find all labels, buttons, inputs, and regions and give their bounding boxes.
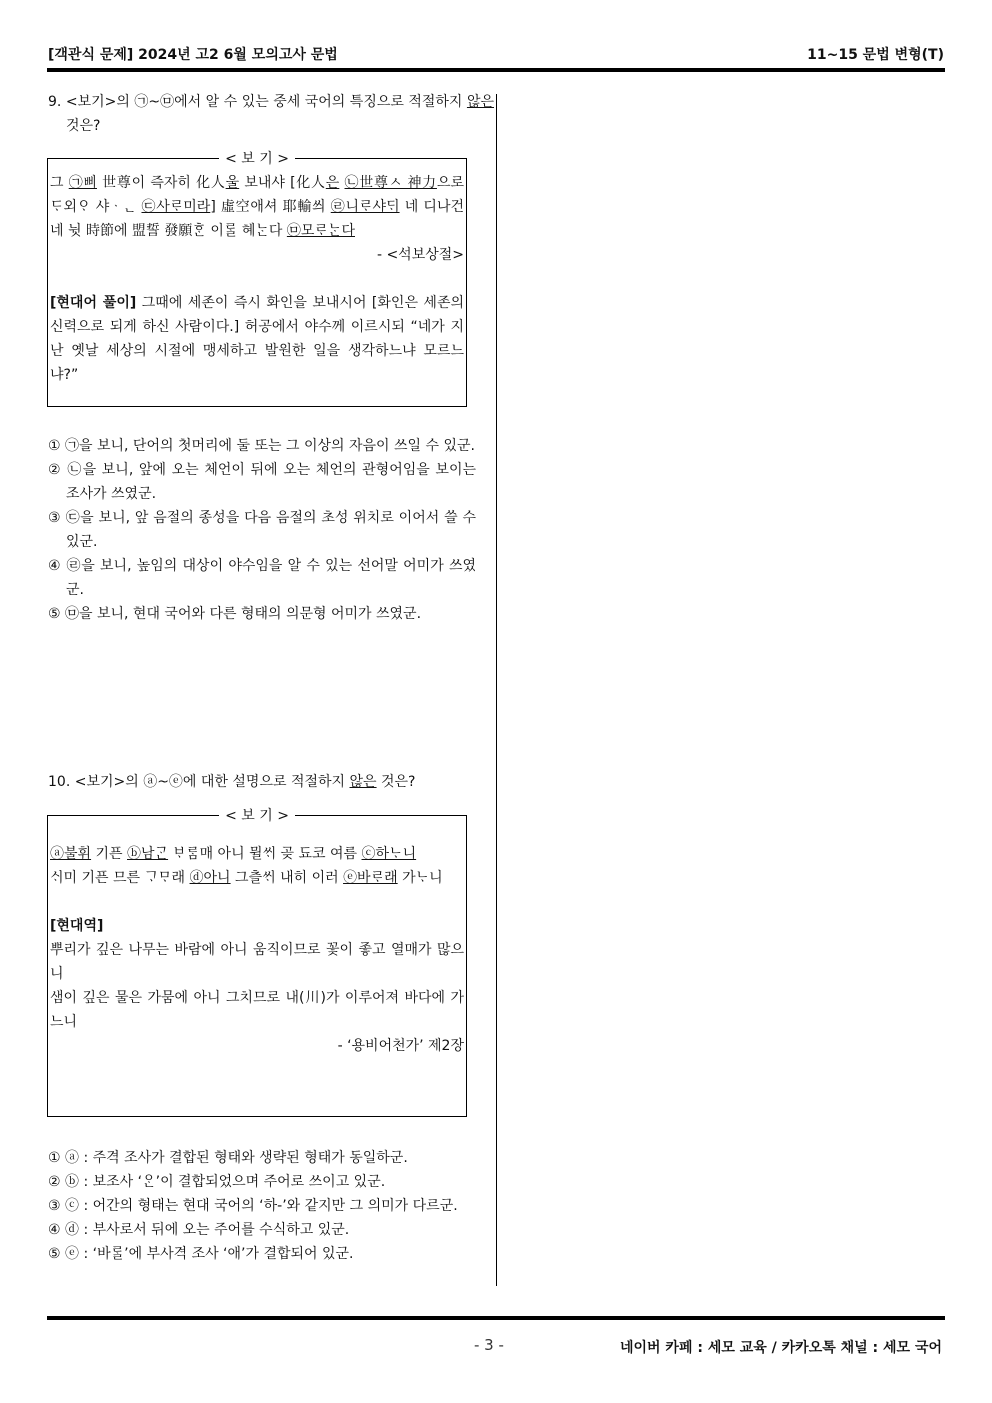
q10-modern-2: 샘이 깊은 물은 가뭄에 아니 그치므로 내(川)가 이루어져 바다에 가느니 xyxy=(50,990,464,1030)
footer-rule xyxy=(47,1316,945,1320)
q10-choice-1[interactable]: ① ⓐ : 주격 조사가 결합된 형태와 생략된 형태가 동일하군. xyxy=(48,1150,408,1166)
q10-choice-3[interactable]: ③ ⓒ : 어간의 형태는 현대 국어의 ‘하-’와 같지만 그 의미가 다르군. xyxy=(48,1198,458,1214)
q9-choices xyxy=(48,434,476,626)
q9-source: - <석보상절> xyxy=(376,247,464,263)
q10-choice-4[interactable]: ④ ⓓ : 부사로서 뒤에 오는 주어를 수식하고 있군. xyxy=(48,1222,350,1238)
q9-box-title: < 보 기 > xyxy=(48,147,466,171)
q9-choice-5[interactable]: ⑤ ㉤을 보니, 현대 국어와 다른 형태의 의문형 어미가 쓰였군. xyxy=(48,606,422,622)
q9-passage: 그 ㉠삐 世尊이 즉자히 化人울 보내샤 [化人은 ㉡世尊ㅅ 神力으로 ᄃᆞ외ᄋᆞ 샤ᆞᆫ ㉢사ᄅᆞ미라] 虛空애셔 耶輸씌 ㉣니ᄅᆞ샤ᄃᆡ 네 디나건 네 뉫 時節에 盟誓 發願ᄒᆞᆫ 이ᄅᆞᆯ 혜ᄂᆞᆫ다 ㉤모ᄅᆞᄂᆞᆫ다 xyxy=(50,175,464,239)
q9-choice-3[interactable]: ③ ㉢을 보니, 앞 음절의 종성을 다음 음절의 초성 위치로 이어서 쓸 수 있군. xyxy=(48,510,476,550)
header-section: 11~15 문법 변형(T) xyxy=(807,47,944,63)
q9-choice-2[interactable]: ② ㉡을 보니, 앞에 오는 체언이 뒤에 오는 체언의 관형어임을 보이는 조사가 쓰였군. xyxy=(48,462,476,502)
header-rule xyxy=(47,68,945,72)
q10-line-2: ᄉᆡ미 기픈 므른 ᄀᆞᄆᆞ래 ⓓ아니 그츨ᄊᆡ 내히 이러 ⓔ바ᄅᆞ래 가ᄂᆞ니 xyxy=(50,870,443,886)
q9-choice-4[interactable]: ④ ㉣을 보니, 높임의 대상이 야수임을 알 수 있는 선어말 어미가 쓰였군. xyxy=(48,558,476,598)
q10-source: - ‘용비어천가’ 제2장 xyxy=(337,1038,464,1054)
q10-stem: 10. <보기>의 ⓐ~ⓔ에 대한 설명으로 적절하지 않은 것은? xyxy=(48,774,416,790)
q10-choice-2[interactable]: ② ⓑ : 보조사 ‘ᄋᆞᆫ’이 결합되었으며 주어로 쓰이고 있군. xyxy=(48,1174,386,1190)
page-number: - 3 - xyxy=(474,1336,504,1354)
q9-example-box xyxy=(47,151,467,407)
q10-box-title: < 보 기 > xyxy=(48,804,466,828)
header-title: [객관식 문제] 2024년 고2 6월 모의고사 문법 xyxy=(48,47,338,63)
column-divider xyxy=(496,94,497,1286)
q10-line-1: ⓐ불휘 기픈 ⓑ남ᄀᆞᆫ ᄇᆞᄅᆞᆷ매 아니 뮐ᄊᆡ 곶 됴코 여름 ⓒ하ᄂᆞ니 xyxy=(50,846,417,862)
q10-example-box xyxy=(47,808,467,1117)
q9-modern: [현대어 풀이] 그때에 세존이 즉시 화인을 보내시어 [화인은 세존의 신력으로 되게 하신 사람이다.] 허공에서 야수께 이르시되 “네가 지난 옛날 세상의 시절에 맹세하고 발원한 일을 생각하느냐 모르느냐?” xyxy=(50,295,464,383)
q10-choices xyxy=(48,1146,476,1266)
q10-choice-5[interactable]: ⑤ ⓔ : ‘바ᄅᆞᆯ’에 부사격 조사 ‘애’가 결합되어 있군. xyxy=(48,1246,354,1262)
q9-choice-1[interactable]: ① ㉠을 보니, 단어의 첫머리에 둘 또는 그 이상의 자음이 쓰일 수 있군. xyxy=(48,438,475,454)
footer-channel: 네이버 카페 : 세모 교육 / 카카오톡 채널 : 세모 국어 xyxy=(619,1340,942,1356)
q10-modern-1: 뿌리가 깊은 나무는 바람에 아니 움직이므로 꽃이 좋고 열매가 많으니 xyxy=(50,942,464,982)
q9-stem: 9. <보기>의 ㉠~㉤에서 알 수 있는 중세 국어의 특징으로 적절하지 않은 것은? xyxy=(48,94,494,134)
q10-modern-label: [현대역] xyxy=(50,918,104,934)
